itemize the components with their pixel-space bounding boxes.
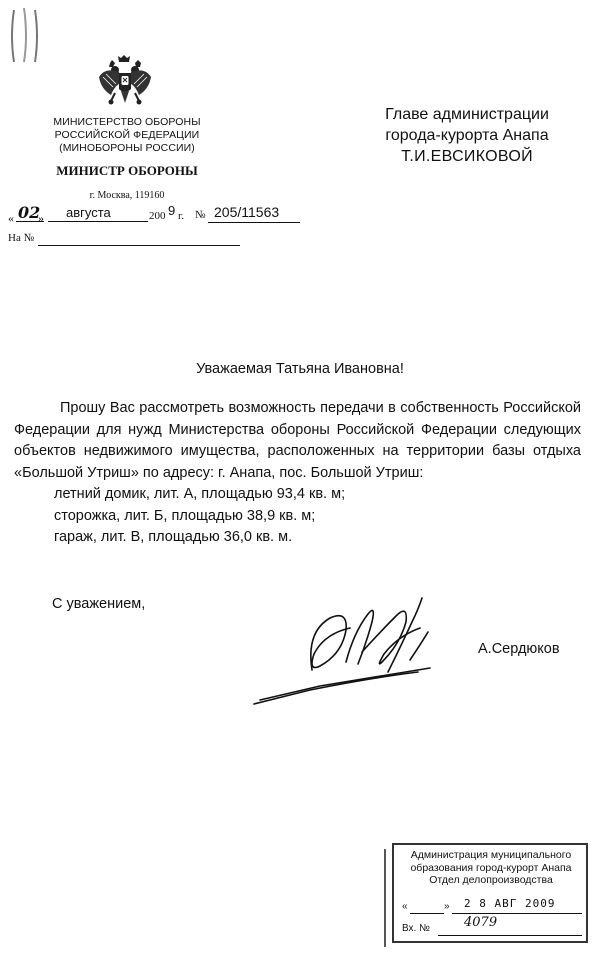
letter-closing: С уважением, [52, 596, 146, 612]
ministry-header [20, 116, 234, 155]
stamp-header [400, 849, 582, 887]
date-day: 02 [18, 203, 41, 222]
letter-paragraph: Прошу Вас рассмотреть возможность передачи в собственность Российской Федерации для нужд Министерства обороны Российской Федерации следующих объектов недвижимого имущества, расположенных на территории базы отдыха «Большой Утриш» по адресу: г. Анапа, пос. Большой Утриш: [14, 400, 581, 481]
stamp-number-label: Вх. № [402, 923, 430, 934]
property-item-1: летний домик, лит. А, площадью 93,4 кв. м; [54, 486, 346, 502]
reference-label: На № [8, 232, 35, 244]
stamp-line-2: образования город-курорт Анапа [410, 861, 572, 874]
registration-stamp [392, 843, 588, 943]
signer-name: А.Сердюков [478, 641, 560, 657]
stamp-date-close: » [444, 901, 450, 912]
stamp-number-row [402, 915, 582, 937]
date-year-prefix: 200 [149, 210, 166, 222]
stamp-date-value: 2 8 АВГ 2009 [464, 897, 556, 910]
addressee-line-1: Главе администрации [385, 106, 549, 123]
stamp-edge [384, 849, 392, 947]
date-open-quote: « [8, 211, 14, 225]
coat-of-arms-icon [97, 55, 153, 109]
stamp-line-3: Отдел делопроизводства [429, 874, 553, 886]
outgoing-number: 205/11563 [214, 204, 280, 220]
minister-title: МИНИСТР ОБОРОНЫ [56, 163, 198, 178]
reference-row [8, 232, 34, 244]
ministry-line-2: РОССИЙСКОЙ ФЕДЕРАЦИИ [54, 129, 200, 141]
date-year-digit: 9 [168, 203, 176, 218]
stamp-date-row [402, 897, 582, 915]
stamp-date-open: « [402, 901, 408, 912]
handwritten-signature [250, 592, 450, 708]
staple-hole-mark [8, 6, 42, 64]
addressee-block [372, 104, 562, 167]
letter-body [14, 398, 581, 549]
letter-greeting: Уважаемая Татьяна Ивановна! [196, 361, 404, 377]
property-item-2: сторожка, лит. Б, площадью 38,9 кв. м; [54, 507, 316, 524]
ministry-line-1: МИНИСТЕРСТВО ОБОРОНЫ [53, 116, 201, 128]
date-year-suffix: г. [178, 210, 185, 222]
addressee-name: Т.И.ЕВСИКОВОЙ [401, 148, 533, 165]
date-close-quote: » [38, 211, 44, 225]
addressee-line-2: города-курорта Анапа [385, 127, 549, 144]
number-sign: № [195, 209, 206, 221]
outgoing-date-row [8, 203, 308, 225]
date-month: августа [66, 205, 111, 220]
stamp-number-value: 4079 [464, 915, 498, 930]
ministry-line-3: (МИНОБОРОНЫ РОССИИ) [59, 142, 195, 154]
sender-address: г. Москва, 119160 [89, 190, 165, 201]
stamp-line-1: Администрация муниципального [410, 849, 572, 861]
property-item-3: гараж, лит. В, площадью 36,0 кв. м. [54, 529, 293, 545]
